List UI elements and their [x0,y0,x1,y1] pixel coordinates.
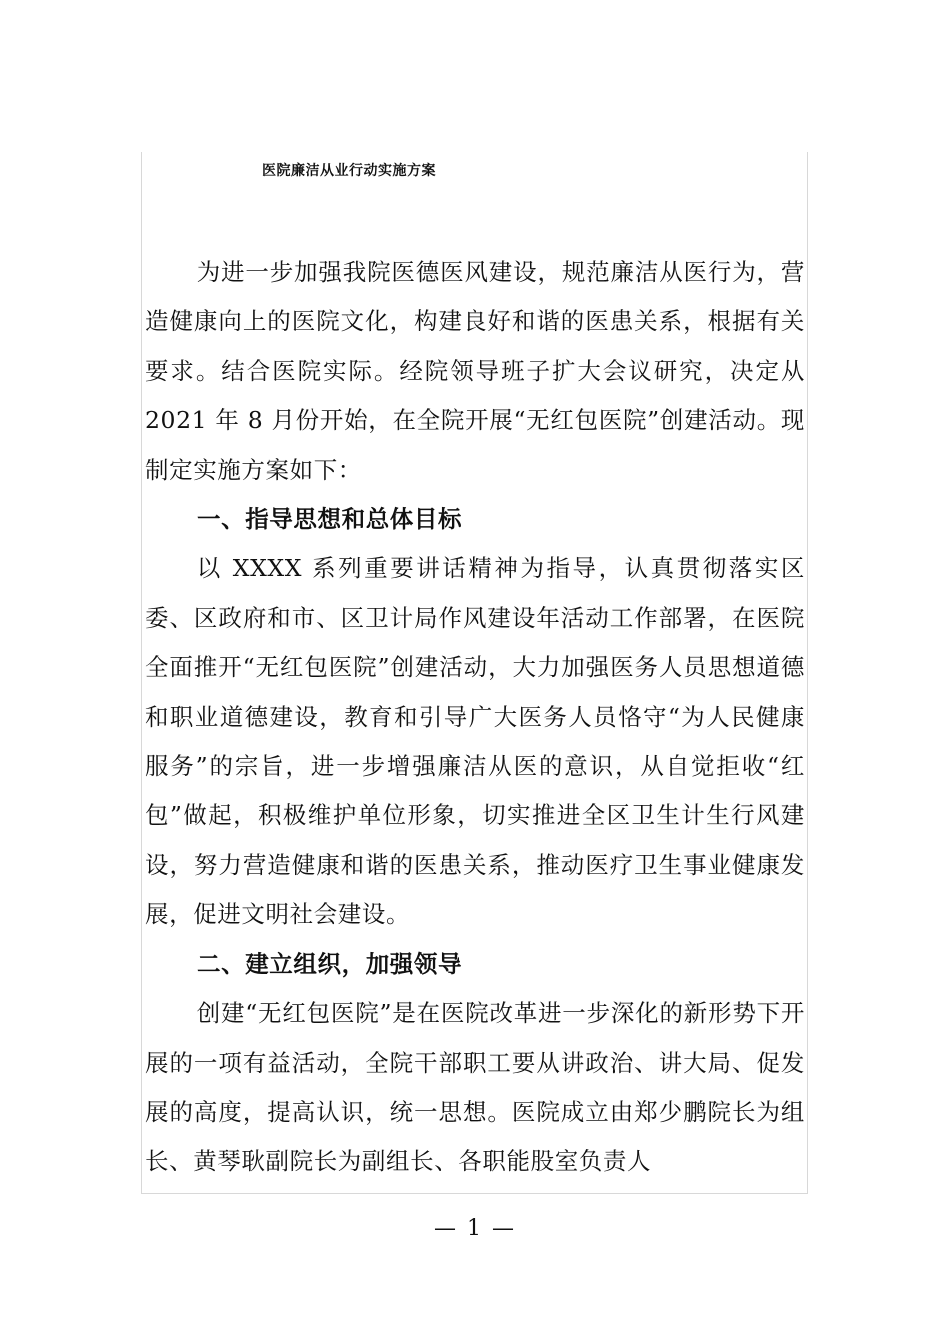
page-number: — 1 — [434,1216,516,1241]
document-body [145,248,805,1187]
section-2-heading: 二、建立组织，加强领导 [197,949,463,978]
section-1-heading: 一、指导思想和总体目标 [197,505,463,534]
intro-paragraph: 为进一步加强我院医德医风建设，规范廉洁从医行为，营造健康向上的医院文化，构建良好和谐的医患关系，根据有关要求。结合医院实际。经院领导班子扩大会议研究，决定从 2021 年 8 月份开始，在全院开展“无红包医院”创建活动。现制定实施方案如下： [145,258,805,484]
section-1-paragraph: 以 XXXX 系列重要讲话精神为指导，认真贯彻落实区委、区政府和市、区卫计局作风建设年活动工作部署，在医院全面推开“无红包医院”创建活动，大力加强医务人员思想道德和职业道德建设，教育和引导广大医务人员恪守“为人民健康服务”的宗旨，进一步增强廉洁从医的意识，从自觉拒收“红包”做起，积极维护单位形象，切实推进全区卫生计生行风建设，努力营造健康和谐的医患关系，推动医疗卫生事业健康发展，促进文明社会建设。 [145,554,805,929]
document-title: 医院廉洁从业行动实施方案 [262,163,436,179]
section-2-paragraph: 创建“无红包医院”是在医院改革进一步深化的新形势下开展的一项有益活动，全院干部职工要从讲政治、讲大局、促发展的高度，提高认识，统一思想。医院成立由郑少鹏院长为组长、黄琴耿副院长为副组长、各职能股室负责人 [145,999,805,1176]
